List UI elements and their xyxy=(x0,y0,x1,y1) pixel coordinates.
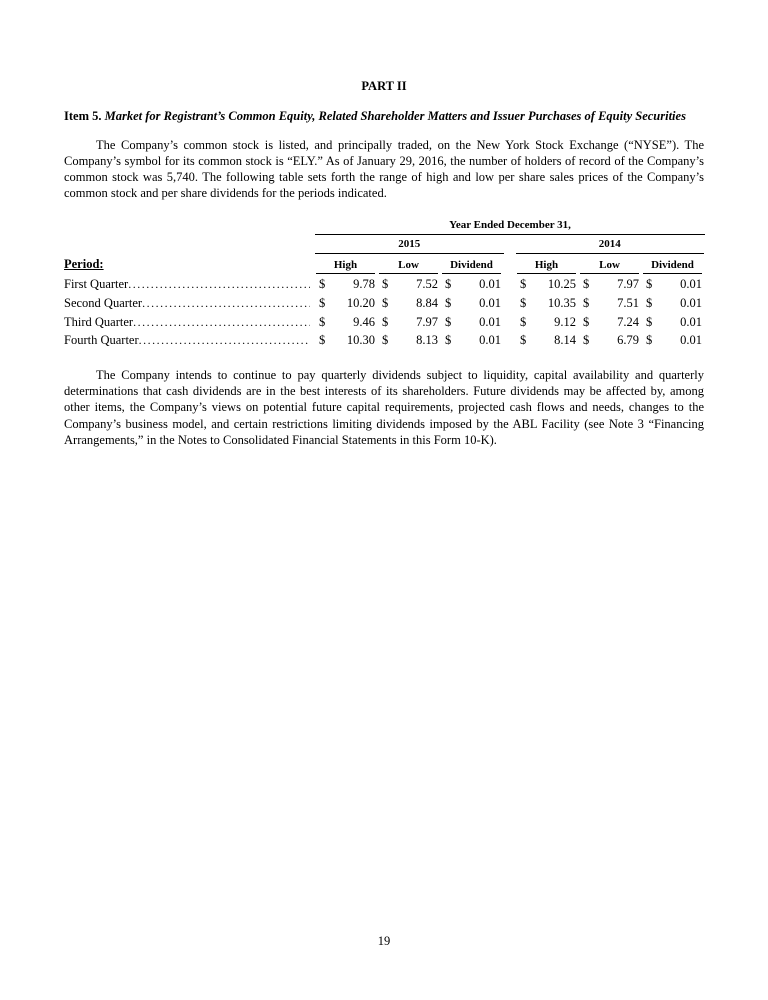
row-label-cell xyxy=(64,332,315,349)
currency-symbol: $ xyxy=(583,295,590,310)
cell-value: 7.24 xyxy=(617,314,639,329)
table-row xyxy=(64,276,704,293)
values-2015 xyxy=(315,295,504,311)
col-header-dividend-2015: Dividend xyxy=(442,258,501,274)
item-number: Item 5. xyxy=(64,109,102,124)
paragraph-dividend-policy: The Company intends to continue to pay quarterly dividends subject to liquidity, capital availability and quarterly determinations that cash dividends are in the best interests of its shareholders. Future dividends may be affected by, among other items, the Company’s views on potential future capital requirements, projected cash flows and needs, changes to the Company’s business model, and certain restrictions limiting dividends imposed by the ABL Facility (see Note 3 “Financing Arrangements,” in the Notes to Consolidated Financial Statements in this Form 10-K). xyxy=(64,367,704,447)
col-header-low-2015: Low xyxy=(379,258,438,274)
currency-symbol: $ xyxy=(646,333,653,348)
currency-symbol: $ xyxy=(520,295,527,310)
col-header-high-2015: High xyxy=(316,258,375,274)
cell-value: 0.01 xyxy=(680,295,702,310)
year-header-2015: 2015 xyxy=(315,237,504,254)
row-label-cell xyxy=(64,295,315,312)
currency-symbol: $ xyxy=(319,333,326,348)
cell-value: 6.79 xyxy=(617,333,639,348)
cell-value: 10.25 xyxy=(547,277,576,292)
dot-leader xyxy=(128,276,310,293)
cell-value: 0.01 xyxy=(479,333,501,348)
cell-value: 10.30 xyxy=(346,333,375,348)
row-label-cell xyxy=(64,314,315,331)
header-group-2014 xyxy=(515,258,704,274)
page-number: 19 xyxy=(377,934,391,948)
currency-symbol: $ xyxy=(445,314,452,329)
currency-symbol: $ xyxy=(583,277,590,292)
cell-value: 0.01 xyxy=(680,333,702,348)
item-title: Market for Registrant’s Common Equity, Related Shareholder Matters and Issuer Purchases of Equity Securities xyxy=(104,109,686,124)
cell-value: 7.52 xyxy=(416,277,438,292)
dot-leader xyxy=(139,332,310,349)
currency-symbol: $ xyxy=(583,314,590,329)
currency-symbol: $ xyxy=(319,314,326,329)
cell-value: 0.01 xyxy=(479,277,501,292)
currency-symbol: $ xyxy=(520,314,527,329)
period-header: Period: xyxy=(64,257,104,272)
stock-price-table xyxy=(64,218,704,349)
cell-value: 10.35 xyxy=(547,295,576,310)
cell-value: 9.12 xyxy=(554,314,576,329)
dot-leader xyxy=(133,314,310,331)
cell-value: 7.97 xyxy=(416,314,438,329)
currency-symbol: $ xyxy=(445,295,452,310)
dot-leader xyxy=(142,295,310,312)
column-header-row xyxy=(64,256,704,274)
year-header-2014: 2014 xyxy=(516,237,705,254)
table-row xyxy=(64,332,704,349)
currency-symbol: $ xyxy=(382,333,389,348)
currency-symbol: $ xyxy=(646,314,653,329)
cell-value: 0.01 xyxy=(680,314,702,329)
currency-symbol: $ xyxy=(520,277,527,292)
values-2015 xyxy=(315,314,504,330)
currency-symbol: $ xyxy=(382,277,389,292)
item-heading xyxy=(64,108,704,124)
cell-value: 8.13 xyxy=(416,333,438,348)
values-2014 xyxy=(516,314,705,330)
cell-value: 8.14 xyxy=(554,333,576,348)
table-row xyxy=(64,314,704,331)
currency-symbol: $ xyxy=(445,277,452,292)
header-group-2015 xyxy=(314,258,503,274)
table-row xyxy=(64,295,704,312)
cell-value: 9.46 xyxy=(353,314,375,329)
row-label: Third Quarter xyxy=(64,314,134,329)
currency-symbol: $ xyxy=(583,333,590,348)
period-header-cell xyxy=(64,256,314,272)
cell-value: 9.78 xyxy=(353,277,375,292)
values-2015 xyxy=(315,276,504,292)
currency-symbol: $ xyxy=(319,295,326,310)
values-2014 xyxy=(516,295,705,311)
values-2015 xyxy=(315,332,504,348)
table-caption: Year Ended December 31, xyxy=(315,218,705,235)
row-label: Second Quarter xyxy=(64,295,143,310)
row-label: First Quarter xyxy=(64,277,129,292)
currency-symbol: $ xyxy=(382,295,389,310)
row-label-cell xyxy=(64,276,315,293)
cell-value: 0.01 xyxy=(479,314,501,329)
cell-value: 7.97 xyxy=(617,277,639,292)
cell-value: 8.84 xyxy=(416,295,438,310)
cell-value: 10.20 xyxy=(346,295,375,310)
cell-value: 7.51 xyxy=(617,295,639,310)
cell-value: 0.01 xyxy=(680,277,702,292)
currency-symbol: $ xyxy=(646,295,653,310)
part-title: PART II xyxy=(361,79,407,93)
cell-value: 0.01 xyxy=(479,295,501,310)
col-header-low-2014: Low xyxy=(580,258,639,274)
values-2014 xyxy=(516,276,705,292)
currency-symbol: $ xyxy=(445,333,452,348)
currency-symbol: $ xyxy=(319,277,326,292)
values-2014 xyxy=(516,332,705,348)
currency-symbol: $ xyxy=(382,314,389,329)
currency-symbol: $ xyxy=(520,333,527,348)
year-header-row xyxy=(315,237,704,254)
row-label: Fourth Quarter xyxy=(64,333,139,348)
col-header-dividend-2014: Dividend xyxy=(643,258,702,274)
paragraph-stock-listing: The Company’s common stock is listed, and principally traded, on the New York Stock Exchange (“NYSE”). The Company’s symbol for its common stock is “ELY.” As of January 29, 2016, the number of holders of record of the Company’s common stock was 5,740. The following table sets forth the range of high and low per share sales prices of the Company’s common stock and per share dividends for the periods indicated. xyxy=(64,137,704,201)
currency-symbol: $ xyxy=(646,277,653,292)
page-content xyxy=(0,78,768,448)
col-header-high-2014: High xyxy=(517,258,576,274)
